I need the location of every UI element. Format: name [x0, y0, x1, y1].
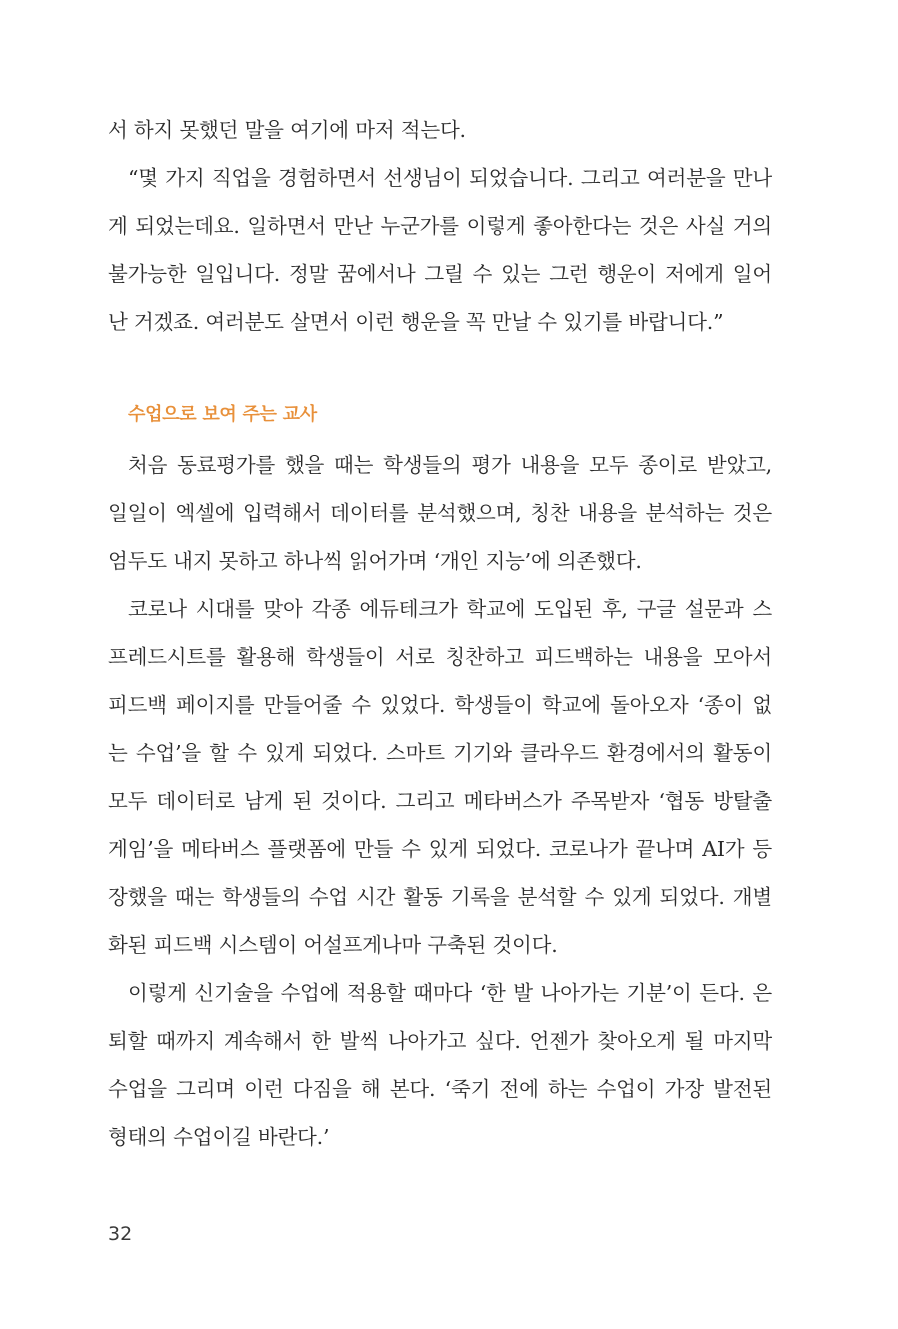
text-line: 형태의 수업이길 바란다.’ [108, 1125, 330, 1149]
text-line: 서 하지 못했던 말을 여기에 마저 적는다. [108, 118, 466, 142]
text-line: 게임’을 메타버스 플랫폼에 만들 수 있게 되었다. 코로나가 끝나며 AI가 등 [108, 837, 772, 861]
section-heading: 수업으로 보여 주는 교사 [128, 404, 317, 425]
text-line: 는 수업’을 할 수 있게 되었다. 스마트 기기와 클라우드 환경에서의 활동이 [108, 741, 772, 765]
text-line: 엄두도 내지 못하고 하나씩 읽어가며 ‘개인 지능’에 의존했다. [108, 549, 642, 573]
text-line: 퇴할 때까지 계속해서 한 발씩 나아가고 싶다. 언젠가 찾아오게 될 마지막 [108, 1029, 772, 1053]
text-line: 게 되었는데요. 일하면서 만난 누군가를 이렇게 좋아한다는 것은 사실 거의 [108, 214, 772, 238]
text-line: 처음 동료평가를 했을 때는 학생들의 평가 내용을 모두 종이로 받았고, [128, 453, 772, 477]
text-line: 이렇게 신기술을 수업에 적용할 때마다 ‘한 발 나아가는 기분’이 든다. 은 [128, 981, 772, 1005]
text-line: 불가능한 일입니다. 정말 꿈에서나 그릴 수 있는 그런 행운이 저에게 일어 [108, 262, 772, 286]
text-line: 수업을 그리며 이런 다짐을 해 본다. ‘죽기 전에 하는 수업이 가장 발전된 [108, 1077, 772, 1101]
text-line: 일일이 엑셀에 입력해서 데이터를 분석했으며, 칭찬 내용을 분석하는 것은 [108, 501, 772, 525]
text-line: 화된 피드백 시스템이 어설프게나마 구축된 것이다. [108, 933, 558, 957]
text-line: “몇 가지 직업을 경험하면서 선생님이 되었습니다. 그리고 여러분을 만나 [128, 166, 772, 190]
text-line: 프레드시트를 활용해 학생들이 서로 칭찬하고 피드백하는 내용을 모아서 [108, 645, 772, 669]
text-line: 모두 데이터로 남게 된 것이다. 그리고 메타버스가 주목받자 ‘협동 방탈출 [108, 789, 772, 813]
text-line: 난 거겠죠. 여러분도 살면서 이런 행운을 꼭 만날 수 있기를 바랍니다.” [108, 310, 724, 334]
page-number: 32 [108, 1223, 133, 1245]
text-line: 피드백 페이지를 만들어줄 수 있었다. 학생들이 학교에 돌아오자 ‘종이 없 [108, 693, 772, 717]
text-line: 장했을 때는 학생들의 수업 시간 활동 기록을 분석할 수 있게 되었다. 개별 [108, 885, 772, 909]
text-line: 코로나 시대를 맞아 각종 에듀테크가 학교에 도입된 후, 구글 설문과 스 [128, 597, 772, 621]
